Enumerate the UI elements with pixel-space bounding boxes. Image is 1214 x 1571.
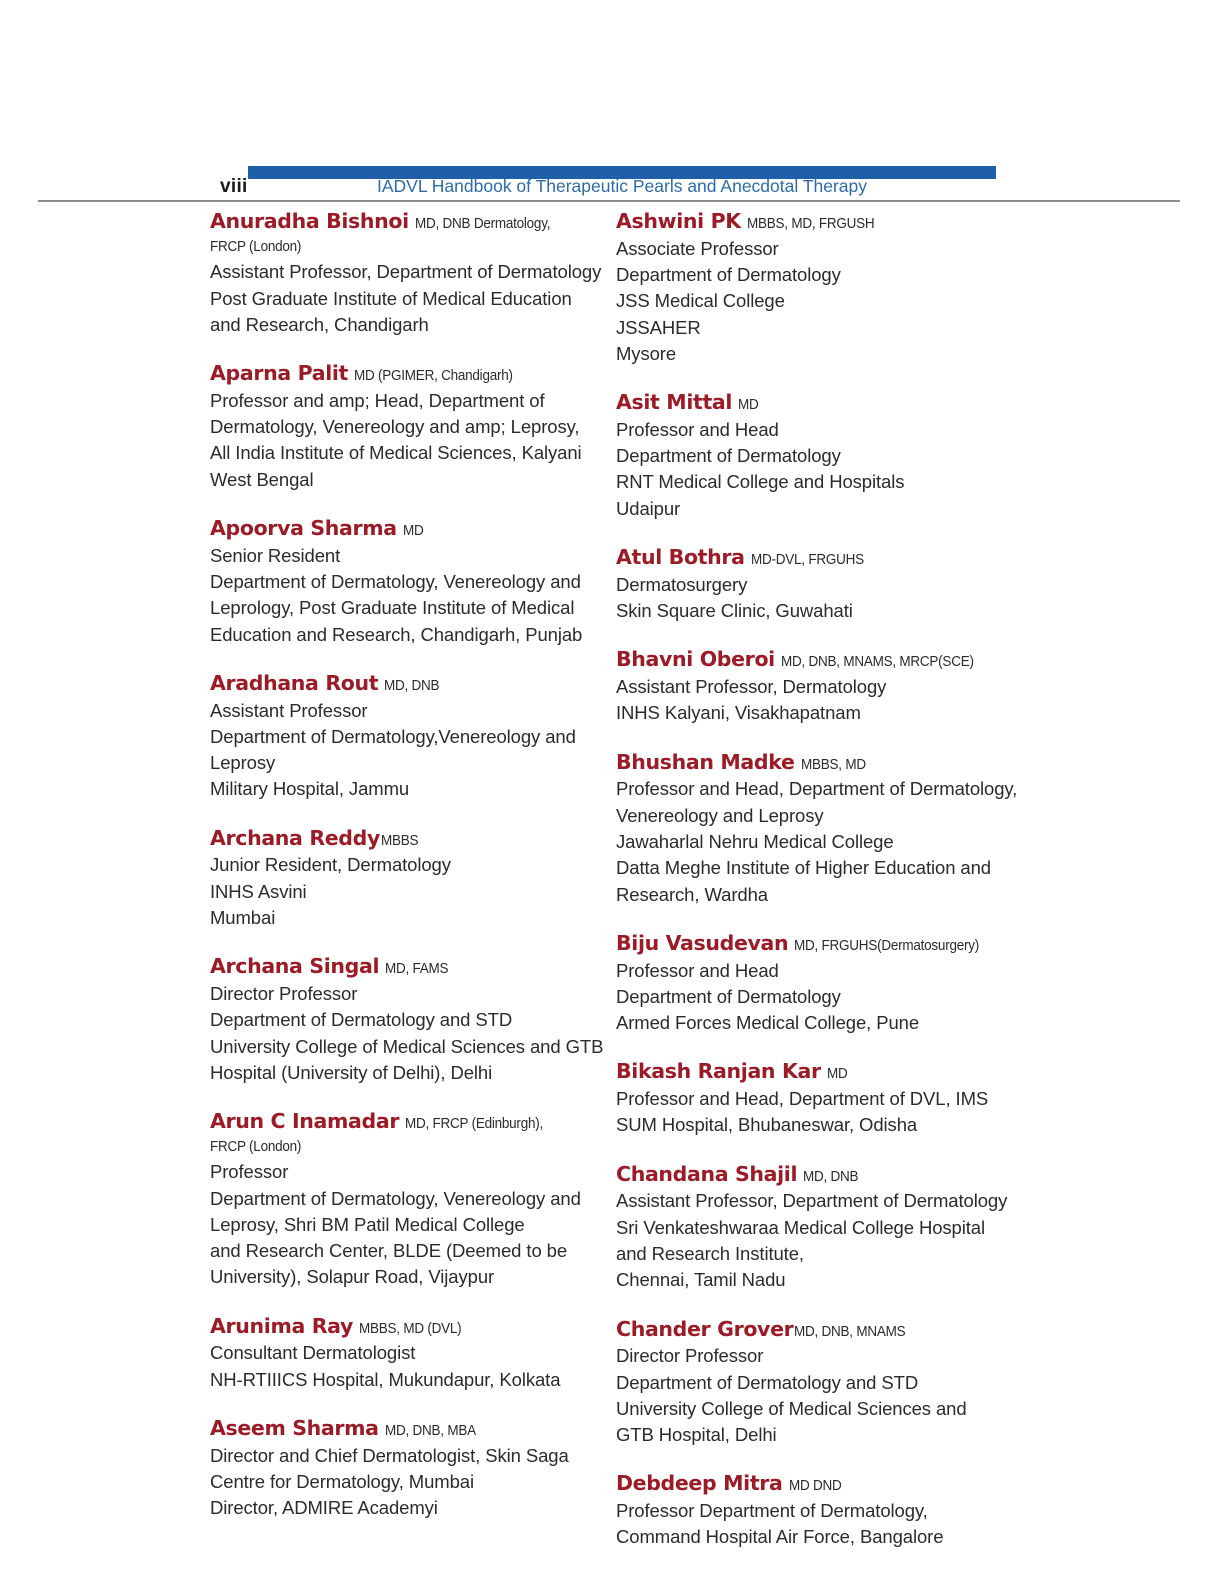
affiliation-line: University College of Medical Sciences and: [616, 1397, 967, 1419]
affiliation-line: Leprosy, Shri BM Patil Medical College: [210, 1213, 525, 1235]
affiliation-line: INHS Asvini: [210, 880, 307, 902]
affiliation-line: GTB Hospital, Delhi: [616, 1424, 777, 1446]
contributor-affiliation: [616, 1343, 1016, 1448]
contributor-name: Archana Singal: [210, 954, 380, 979]
contributor-head: [616, 1161, 1016, 1188]
affiliation-line: West Bengal: [210, 468, 314, 490]
affiliation-line: and Research Institute,: [616, 1243, 804, 1265]
contributor-name: Biju Vasudevan: [616, 930, 789, 955]
contributor-credentials-continued: FRCP (London): [210, 1138, 302, 1155]
contributor-credentials: MBBS, MD: [800, 756, 866, 773]
contributor-head: [616, 1470, 1016, 1497]
contributor-name: Chandana Shajil: [616, 1161, 798, 1186]
contributor-entry: [210, 515, 610, 648]
affiliation-line: and Research, Chandigarh: [210, 313, 429, 335]
affiliation-line: Consultant Dermatologist: [210, 1342, 416, 1364]
contributor-entry: [616, 208, 1016, 367]
affiliation-line: Command Hospital Air Force, Bangalore: [616, 1526, 944, 1548]
affiliation-line: Hospital (University of Delhi), Delhi: [210, 1061, 493, 1083]
contributor-head: [616, 389, 1016, 416]
contributor-credentials: MD (PGIMER, Chandigarh): [354, 368, 513, 385]
contributor-credentials: MBBS, MD, FRGUSH: [746, 216, 875, 232]
contributor-name: Bhushan Madke: [616, 749, 795, 774]
affiliation-line: Department of Dermatology, Venereology and: [210, 570, 581, 592]
contributor-head: [210, 515, 610, 542]
contributor-affiliation: [210, 981, 610, 1086]
affiliation-line: All India Institute of Medical Sciences, Kalyani: [210, 442, 582, 464]
affiliation-line: Department of Dermatology: [616, 264, 841, 286]
contributor-affiliation: [210, 543, 610, 648]
contributor-entry: [616, 544, 1016, 624]
affiliation-line: Professor and Head, Department of Dermatology,: [616, 778, 1018, 800]
contributor-entry: [616, 1470, 1016, 1550]
affiliation-line: Department of Dermatology: [616, 445, 841, 467]
affiliation-line: Assistant Professor, Department of Dermatology: [616, 1190, 1008, 1212]
contributor-entry: [210, 1313, 610, 1393]
affiliation-line: Professor: [210, 1161, 289, 1183]
contributor-head: [616, 1058, 1016, 1085]
contributor-entry: [616, 1161, 1016, 1294]
affiliation-line: Director and Chief Dermatologist, Skin Saga: [210, 1444, 569, 1466]
contributor-credentials: MD, DNB, MBA: [384, 1423, 476, 1440]
contributor-head: [210, 360, 610, 387]
contributor-credentials: MD: [738, 397, 759, 414]
contributor-name: Asit Mittal: [616, 390, 733, 415]
contributor-name: Arun C Inamadar: [210, 1109, 400, 1134]
contributor-name: Apoorva Sharma: [210, 515, 397, 540]
contributor-credentials: MD, FAMS: [385, 961, 449, 978]
contributor-name: Aparna Palit: [210, 361, 349, 386]
affiliation-line: Professor Department of Dermatology,: [616, 1500, 928, 1522]
affiliation-line: Jawaharlal Nehru Medical College: [616, 830, 894, 852]
contributor-entry: [210, 1415, 610, 1522]
affiliation-line: Leprosy: [210, 752, 276, 774]
contributor-entry: [616, 749, 1016, 908]
contributor-credentials: MBBS, MD (DVL): [359, 1320, 462, 1337]
contributor-affiliation: [616, 1188, 1016, 1293]
affiliation-line: JSSAHER: [616, 316, 701, 338]
contributor-head: [616, 1316, 1016, 1343]
contributor-credentials: MD, FRCP (Edinburgh),: [405, 1116, 544, 1133]
contributor-credentials: MD, DNB: [384, 677, 440, 694]
contributor-affiliation: [616, 236, 1016, 367]
contributor-entry: [210, 208, 610, 338]
affiliation-line: Datta Meghe Institute of Higher Education and: [616, 857, 991, 879]
affiliation-line: Mumbai: [210, 906, 276, 928]
contributor-name: Ashwini PK: [616, 209, 741, 233]
contributor-entry: [616, 1316, 1016, 1449]
contributor-name: Archana Reddy: [210, 825, 380, 850]
contributor-affiliation: [616, 958, 1016, 1037]
affiliation-line: Post Graduate Institute of Medical Education: [210, 287, 572, 309]
contributor-credentials: MD, DNB, MNAMS: [794, 1323, 906, 1340]
contributor-credentials-continued: FRCP (London): [210, 238, 302, 255]
contributor-head: [616, 646, 1016, 673]
affiliation-line: NH-RTIIICS Hospital, Mukundapur, Kolkata: [210, 1368, 561, 1390]
affiliation-line: INHS Kalyani, Visakhapatnam: [616, 702, 861, 724]
contributor-credentials: MD, DNB: [803, 1168, 859, 1185]
affiliation-line: Assistant Professor, Department of Dermatology: [210, 261, 602, 283]
contributor-credentials: MD, FRGUHS(Dermatosurgery): [794, 937, 980, 954]
contributor-entry: [210, 670, 610, 803]
affiliation-line: Junior Resident, Dermatology: [210, 854, 451, 876]
contributor-affiliation: [616, 572, 1016, 625]
contributor-name: Bhavni Oberoi: [616, 647, 775, 672]
affiliation-line: Department of Dermatology and STD: [210, 1009, 513, 1031]
contributor-credentials: MBBS: [380, 832, 419, 849]
affiliation-line: Assistant Professor: [210, 699, 368, 721]
contributor-credentials: MD: [826, 1066, 848, 1083]
contributors-list: [0, 208, 1214, 1551]
contributors-column-left: [210, 208, 614, 1522]
page-running-header: [0, 0, 1214, 205]
affiliation-line: Department of Dermatology, Venereology and: [210, 1187, 581, 1209]
contributor-entry: [616, 930, 1016, 1037]
contributor-name: Aradhana Rout: [210, 670, 379, 695]
page-folio-number: viii: [220, 176, 248, 197]
contributor-affiliation: [616, 776, 1016, 907]
contributor-affiliation: [210, 852, 610, 931]
affiliation-line: Sri Venkateshwaraa Medical College Hospital: [616, 1216, 985, 1238]
affiliation-line: Director Professor: [616, 1345, 764, 1367]
contributor-affiliation: [616, 1086, 1016, 1139]
affiliation-line: Chennai, Tamil Nadu: [616, 1269, 786, 1291]
contributor-affiliation: [210, 259, 610, 338]
contributor-affiliation: [210, 388, 610, 493]
contributor-credentials: MD, DNB Dermatology,: [414, 216, 551, 232]
contributor-affiliation: [210, 698, 610, 803]
contributor-name: Debdeep Mitra: [616, 1471, 783, 1496]
contributor-affiliation: [210, 1443, 610, 1522]
affiliation-line: Military Hospital, Jammu: [210, 778, 410, 800]
affiliation-line: Dermatosurgery: [616, 573, 748, 595]
affiliation-line: Senior Resident: [210, 544, 341, 566]
affiliation-line: Centre for Dermatology, Mumbai: [210, 1471, 474, 1493]
contributor-credentials: MD, DNB, MNAMS, MRCP(SCE): [780, 654, 974, 671]
contributor-affiliation: [210, 1340, 610, 1393]
affiliation-line: Department of Dermatology,Venereology and: [210, 725, 576, 747]
affiliation-line: University), Solapur Road, Vijaypur: [210, 1266, 495, 1288]
affiliation-line: Director Professor: [210, 983, 358, 1005]
header-horizontal-rule: [38, 200, 1180, 202]
contributor-entry: [616, 646, 1016, 726]
running-title: IADVL Handbook of Therapeutic Pearls and Anecdotal Therapy: [377, 176, 867, 196]
affiliation-line: Leprology, Post Graduate Institute of Medical: [210, 597, 575, 619]
affiliation-line: Mysore: [616, 342, 677, 364]
contributor-head: [210, 670, 610, 697]
contributor-head: [210, 1313, 610, 1340]
contributor-head: [210, 953, 610, 980]
affiliation-line: Professor and amp; Head, Department of: [210, 389, 545, 411]
affiliation-line: Education and Research, Chandigarh, Punjab: [210, 623, 583, 645]
contributor-name: Anuradha Bishnoi: [210, 209, 409, 233]
affiliation-line: Dermatology, Venereology and amp; Leprosy,: [210, 416, 580, 438]
affiliation-line: Research, Wardha: [616, 883, 768, 905]
affiliation-line: RNT Medical College and Hospitals: [616, 471, 905, 493]
affiliation-line: Director, ADMIRE Academyi: [210, 1497, 438, 1519]
affiliation-line: Assistant Professor, Dermatology: [616, 676, 887, 698]
contributor-affiliation: [616, 1498, 1016, 1551]
contributor-head: [210, 825, 610, 852]
affiliation-line: Professor and Head, Department of DVL, IMS: [616, 1088, 989, 1110]
contributor-name: Bikash Ranjan Kar: [616, 1059, 821, 1084]
contributor-entry: [616, 389, 1016, 522]
contributor-name: Atul Bothra: [616, 544, 745, 569]
contributor-affiliation: [210, 1159, 610, 1290]
contributors-column-right: [616, 208, 1016, 1551]
contributor-head: [616, 749, 1016, 776]
contributor-head: [616, 930, 1016, 957]
contributor-entry: [616, 1058, 1016, 1138]
affiliation-line: JSS Medical College: [616, 290, 785, 312]
contributor-credentials: MD DND: [788, 1478, 842, 1495]
affiliation-line: Venereology and Leprosy: [616, 804, 824, 826]
contributor-head: [210, 1108, 610, 1135]
affiliation-line: Professor and Head: [616, 959, 779, 981]
affiliation-line: Professor and Head: [616, 418, 779, 440]
contributor-head: [210, 208, 610, 235]
affiliation-line: Associate Professor: [616, 237, 779, 259]
affiliation-line: Department of Dermatology: [616, 985, 841, 1007]
contributor-head: [616, 544, 1016, 571]
contributor-name: Chander Grover: [616, 1316, 794, 1341]
affiliation-line: Udaipur: [616, 497, 681, 519]
contributor-name: Aseem Sharma: [210, 1416, 379, 1441]
contributor-entry: [210, 825, 610, 932]
contributor-affiliation: [616, 674, 1016, 727]
contributor-credentials: MD: [402, 522, 424, 539]
contributor-entry: [210, 360, 610, 493]
contributor-entry: [210, 953, 610, 1086]
affiliation-line: University College of Medical Sciences and GTB: [210, 1035, 604, 1057]
contributor-credentials: MD-DVL, FRGUHS: [750, 551, 864, 568]
affiliation-line: Skin Square Clinic, Guwahati: [616, 600, 853, 622]
contributor-head: [210, 1415, 610, 1442]
contributor-entry: [210, 1108, 610, 1291]
affiliation-line: and Research Center, BLDE (Deemed to be: [210, 1240, 568, 1262]
affiliation-line: SUM Hospital, Bhubaneswar, Odisha: [616, 1114, 918, 1136]
affiliation-line: Department of Dermatology and STD: [616, 1371, 919, 1393]
contributor-name: Arunima Ray: [210, 1313, 354, 1338]
contributor-head: [616, 208, 1016, 235]
contributor-affiliation: [616, 417, 1016, 522]
affiliation-line: Armed Forces Medical College, Pune: [616, 1012, 920, 1034]
